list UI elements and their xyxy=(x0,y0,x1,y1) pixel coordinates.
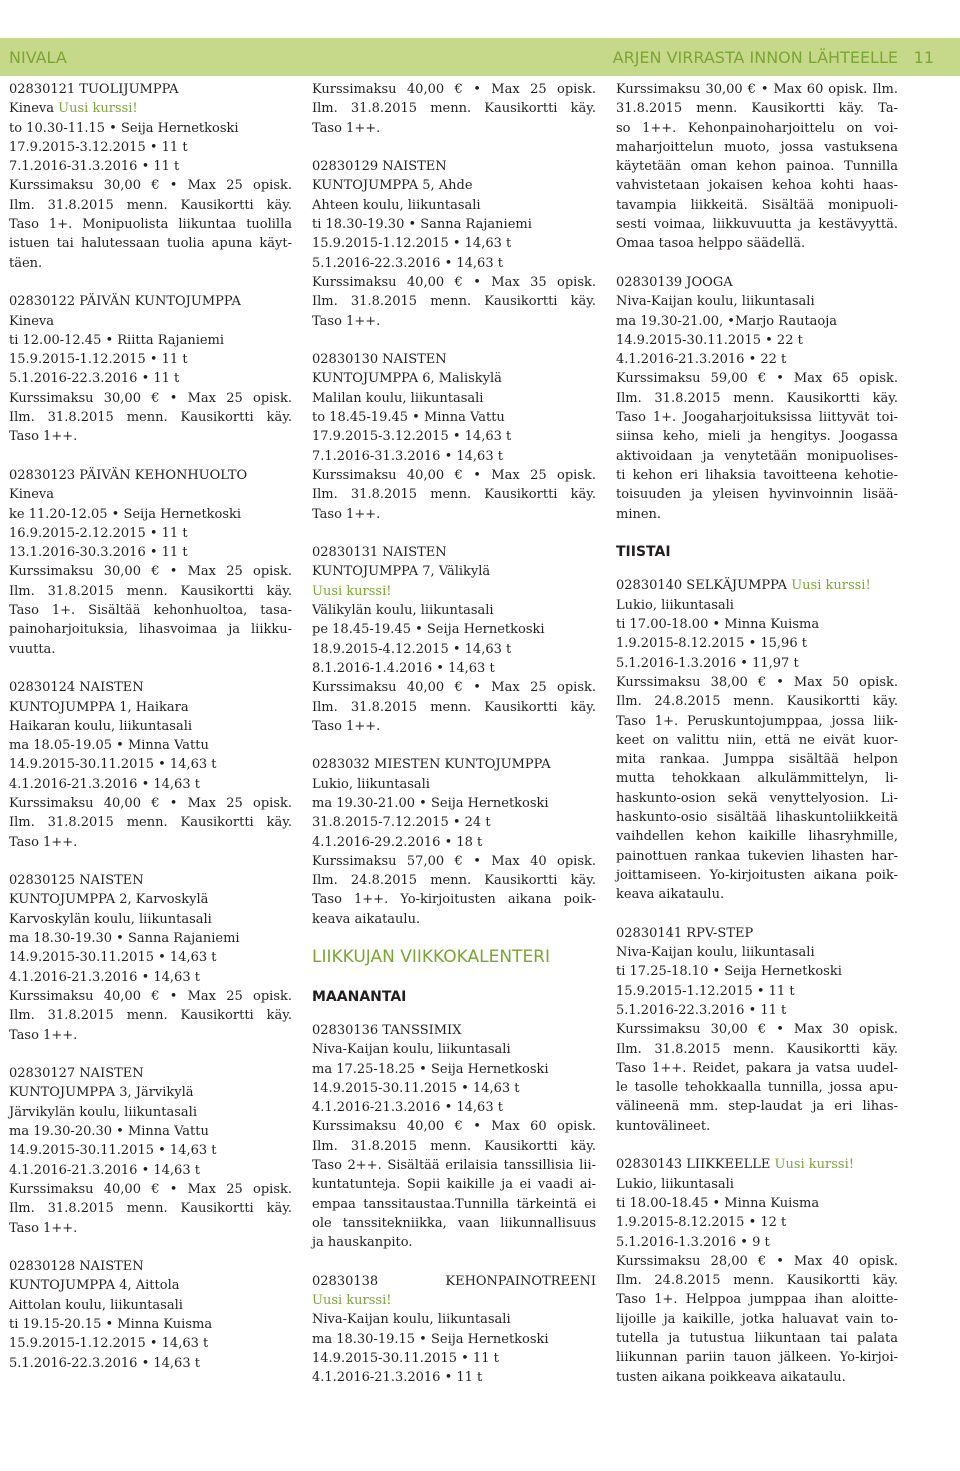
text-line: ma 19.30-20.30 • Minna Vattu xyxy=(9,1124,209,1140)
text-line: 4.1.2016-21.3.2016 • 11 t xyxy=(312,1370,483,1386)
text-line: ti 18.30-19.30 • Sanna Rajaniemi xyxy=(312,217,532,233)
header-right: ARJEN VIRRASTA INNON LÄHTEELLE xyxy=(612,48,898,67)
text-line: 8.1.2016-1.4.2016 • 14,63 t xyxy=(312,660,495,676)
text-line: 02830143 LIIKKEELLE Uusi kurssi! xyxy=(616,1157,854,1173)
text-line: Taso 1++. xyxy=(312,313,381,329)
text-line: to 18.45-19.45 • Minna Vattu xyxy=(312,410,505,426)
course-entry xyxy=(312,543,596,736)
text-line: painoharjoituksia, lihasvoimaa ja liikku- xyxy=(9,622,292,638)
text-line: Järvikylän koulu, liikuntasali xyxy=(9,1104,197,1120)
text-line: Lukio, liikuntasali xyxy=(312,776,430,792)
text-line: 1.9.2015-8.12.2015 • 15,96 t xyxy=(616,636,807,652)
header-left: NIVALA xyxy=(9,48,67,67)
text-line: mutta tehokkaan alkulämmittelyn, li- xyxy=(616,771,898,787)
text-line: siinsa keho, mieli ja hengitys. Joogassa xyxy=(616,429,898,445)
text-line: Lukio, liikuntasali xyxy=(616,597,734,613)
column-2 xyxy=(312,80,596,1407)
column-3 xyxy=(616,80,898,1406)
text-line: so 1++. Kehonpainoharjoittelu on voi- xyxy=(616,120,898,136)
course-entry xyxy=(9,1257,292,1373)
new-course-label: Uusi kurssi! xyxy=(312,583,392,599)
text-line: 02830127 NAISTEN xyxy=(9,1066,144,1082)
text-line: tavampia liikkeitä. Sisältää monipuoli- xyxy=(616,197,898,213)
text-line: liikunnan pariin tauon jälkeen. Yo-kirjoi- xyxy=(616,1350,898,1366)
text-line: Haikaran koulu, liikuntasali xyxy=(9,718,193,734)
new-course-label: Uusi kurssi! xyxy=(774,1157,854,1173)
text-line: vahvistetaan jokaisen kehoa kohti haas- xyxy=(616,178,898,194)
text-line: Kurssimaksu 30,00 € • Max 25 opisk. xyxy=(9,564,292,580)
text-line: Taso 1++. xyxy=(9,429,78,445)
text-line: Ilm. 24.8.2015 menn. Kausikortti käy. xyxy=(312,873,596,889)
text-line: 14.9.2015-30.11.2015 • 14,63 t xyxy=(312,1080,520,1096)
text-line: Taso 1++. xyxy=(9,834,78,850)
text-line: 4.1.2016-21.3.2016 • 14,63 t xyxy=(312,1100,503,1116)
text-line: 15.9.2015-1.12.2015 • 11 t xyxy=(616,983,795,999)
text-line: vaihdellen kehon kaikille lihasryhmille, xyxy=(616,829,898,845)
text-line: Taso 1++. xyxy=(312,718,381,734)
text-line: 15.9.2015-1.12.2015 • 11 t xyxy=(9,352,188,368)
text-line: Kurssimaksu 30,00 € • Max 25 opisk. xyxy=(9,178,292,194)
text-line: Niva-Kaijan koulu, liikuntasali xyxy=(312,1042,511,1058)
text-line: KUNTOJUMPPA 6, Maliskylä xyxy=(312,371,502,387)
text-line: Ilm. 31.8.2015 menn. Kausikortti käy. xyxy=(9,815,292,831)
section-heading: LIIKKUJAN VIIKKOKALENTERI xyxy=(312,947,551,968)
text-line: 14.9.2015-30.11.2015 • 22 t xyxy=(616,332,803,348)
text-line: Ilm. 31.8.2015 menn. Kausikortti käy. xyxy=(312,101,596,117)
text-line xyxy=(312,1291,596,1310)
text-line: kuntatunteja. Sopii kaikille ja ei vaadi ai- xyxy=(312,1177,596,1193)
course-entry xyxy=(312,80,596,138)
text-line: 5.1.2016-1.3.2016 • 9 t xyxy=(616,1234,770,1250)
text-line: Niva-Kaijan koulu, liikuntasali xyxy=(312,1312,511,1328)
text-line: ja hauskanpito. xyxy=(312,1235,413,1251)
text-line: Ilm. 31.8.2015 menn. Kausikortti käy. xyxy=(9,197,292,213)
text-line: painottuen rankaa tukevien lihasten har- xyxy=(616,848,898,864)
text-line: Ilm. 31.8.2015 menn. Kausikortti käy. xyxy=(312,699,596,715)
text-line: ma 18.30-19.15 • Seija Hernetkoski xyxy=(312,1331,549,1347)
text-line: Taso 1++. xyxy=(312,506,381,522)
course-entry xyxy=(9,292,292,446)
course-entry xyxy=(9,466,292,659)
text-line: Taso 1++. Yo-kirjoitusten aikana poik- xyxy=(312,892,596,908)
text-line: 4.1.2016-21.3.2016 • 14,63 t xyxy=(9,1162,200,1178)
text-line: Ilm. 31.8.2015 menn. Kausikortti käy. xyxy=(312,487,596,503)
text-line: ma 19.30-21.00, •Marjo Rautaoja xyxy=(616,313,838,329)
text-line: 31.8.2015-7.12.2015 • 24 t xyxy=(312,815,491,831)
course-entry xyxy=(312,1021,596,1253)
course-entry xyxy=(616,576,898,904)
text-line: ole tanssitekniikka, vaan liikunnallisuus xyxy=(312,1215,596,1231)
text-line: Kurssimaksu 38,00 € • Max 50 opisk. xyxy=(616,674,898,690)
text-line: Kineva xyxy=(9,487,55,503)
text-line: 02830130 NAISTEN xyxy=(312,352,447,368)
text-line: 14.9.2015-30.11.2015 • 11 t xyxy=(312,1351,499,1366)
text-line: le tasolle tehokkaalla tunnilla, jossa apu- xyxy=(616,1080,898,1096)
text-line: Niva-Kaijan koulu, liikuntasali xyxy=(616,945,815,961)
text-line: Omaa tasoa helppo säädellä. xyxy=(616,236,806,252)
text-line: Ilm. 24.8.2015 menn. Kausikortti käy. xyxy=(616,694,898,710)
text-line: 5.1.2016-22.3.2016 • 14,63 t xyxy=(312,255,503,271)
text-line: KUNTOJUMPPA 2, Karvoskylä xyxy=(9,892,209,908)
text-line: Taso 1++. xyxy=(9,1027,78,1043)
text-line: Taso 1+. Monipuolista liikuntaa tuolilla xyxy=(9,217,292,233)
text-line: Kurssimaksu 40,00 € • Max 25 opisk. xyxy=(312,82,596,97)
text-line: Taso 1++. xyxy=(9,1220,78,1236)
course-entry xyxy=(616,924,898,1136)
course-entry xyxy=(9,678,292,852)
text-line: 02830123 PÄIVÄN KEHONHUOLTO xyxy=(9,467,248,483)
course-entry xyxy=(616,80,898,254)
text-line: Karvoskylän koulu, liikuntasali xyxy=(9,911,212,927)
course-entry xyxy=(9,1064,292,1238)
text-line: toisuuden ja yleisen hyvinvoinnin lisää- xyxy=(616,487,898,503)
new-course-label: Uusi kurssi! xyxy=(58,101,138,117)
text-line: 18.9.2015-4.12.2015 • 14,63 t xyxy=(312,641,512,657)
text-line: to 10.30-11.15 • Seija Hernetkoski xyxy=(9,120,239,136)
text-line: 02830121 TUOLIJUMPPA xyxy=(9,82,179,97)
text-line: Ilm. 31.8.2015 menn. Kausikortti käy. xyxy=(616,390,898,406)
text-line: Kurssimaksu 40,00 € • Max 25 opisk. xyxy=(9,795,292,811)
text-line: sesti voimaa, liikkuvuutta ja kestävyyttä. xyxy=(616,217,898,233)
text-line: Taso 1+. Helppoa jumppaa ihan aloitte- xyxy=(616,1292,898,1308)
text-line: 4.1.2016-21.3.2016 • 22 t xyxy=(616,352,787,368)
text-line: 13.1.2016-30.3.2016 • 11 t xyxy=(9,545,188,561)
text-line: Ahteen koulu, liikuntasali xyxy=(312,197,481,213)
text-line: lijoille ja kaikille, jotka haluavat vain to- xyxy=(616,1311,898,1327)
text-line: 02830128 NAISTEN xyxy=(9,1259,144,1275)
text-line: 14.9.2015-30.11.2015 • 14,63 t xyxy=(9,950,217,966)
text-line: Kurssimaksu 30,00 € • Max 25 opisk. xyxy=(9,390,292,406)
text-line: ti 18.00-18.45 • Minna Kuisma xyxy=(616,1195,820,1211)
text-line: Kurssimaksu 57,00 € • Max 40 opisk. xyxy=(312,853,596,869)
text-line: tutella ja tutustua liikuntaan tai palata xyxy=(616,1331,898,1346)
text-line: KUNTOJUMPPA 1, Haikara xyxy=(9,699,189,715)
text-line: Malilan koulu, liikuntasali xyxy=(312,390,484,406)
text-line: 14.9.2015-30.11.2015 • 14,63 t xyxy=(9,1143,217,1159)
text-line: Aittolan koulu, liikuntasali xyxy=(9,1297,183,1313)
text-line: 02830125 NAISTEN xyxy=(9,873,144,889)
text-line: Ilm. 31.8.2015 menn. Kausikortti käy. xyxy=(9,1201,292,1217)
course-entry xyxy=(616,1155,898,1387)
text-line: Kineva xyxy=(9,313,55,329)
course-entry xyxy=(312,350,596,524)
text-line: Ilm. 31.8.2015 menn. Kausikortti käy. xyxy=(9,583,292,599)
text-line: 0283032 MIESTEN KUNTOJUMPPA xyxy=(312,757,551,773)
text-line: KUNTOJUMPPA 4, Aittola xyxy=(9,1278,180,1294)
text-line: 7.1.2016-31.3.2016 • 14,63 t xyxy=(312,448,503,464)
text-line: 16.9.2015-2.12.2015 • 11 t xyxy=(9,525,188,541)
text-line: 4.1.2016-21.3.2016 • 14,63 t xyxy=(9,776,200,792)
text-line: 1.9.2015-8.12.2015 • 12 t xyxy=(616,1215,787,1231)
text-line: 5.1.2016-22.3.2016 • 14,63 t xyxy=(9,1355,200,1371)
text-line: 02830136 TANSSIMIX xyxy=(312,1022,462,1038)
text-line: pe 18.45-19.45 • Seija Hernetkoski xyxy=(312,622,545,638)
text-line: empaa tanssitaustaa.Tunnilla tärkeintä ei xyxy=(312,1196,596,1212)
text-line: kuntovälineet. xyxy=(616,1118,711,1134)
text-line: 02830122 PÄIVÄN KUNTOJUMPPA xyxy=(9,294,241,310)
text-line: käytetään oman kehon painoa. Tunnilla xyxy=(616,159,898,175)
new-course-label: Uusi kurssi! xyxy=(791,578,871,594)
text-line: 15.9.2015-1.12.2015 • 14,63 t xyxy=(312,236,512,252)
course-entry xyxy=(9,80,292,273)
text-line: Taso 1++. xyxy=(312,120,381,136)
text-line: täen. xyxy=(9,255,43,271)
course-entry xyxy=(312,1272,596,1388)
text-line: minen. xyxy=(616,506,662,522)
text-line: 17.9.2015-3.12.2015 • 14,63 t xyxy=(312,429,512,445)
text-line: maharjoittelun muoto, jossa vastuksena xyxy=(616,139,898,155)
text-line: 15.9.2015-1.12.2015 • 14,63 t xyxy=(9,1336,209,1352)
text-line: haskunto-osion sekä venyttelyosion. Li- xyxy=(616,790,898,806)
text-line: ma 19.30-21.00 • Seija Hernetkoski xyxy=(312,795,549,811)
text-line: 02830131 NAISTEN xyxy=(312,545,447,561)
text-line: Niva-Kaijan koulu, liikuntasali xyxy=(616,294,815,310)
text-line: 4.1.2016-21.3.2016 • 14,63 t xyxy=(9,969,200,985)
course-entry xyxy=(616,273,898,524)
text-line: Kurssimaksu 30,00 € • Max 60 opisk. Ilm. xyxy=(616,82,898,97)
text-line: ma 18.05-19.05 • Minna Vattu xyxy=(9,738,209,754)
text-line: vuutta. xyxy=(9,641,56,657)
text-line: välineenä mm. step-laudat ja eri lihas- xyxy=(616,1099,898,1115)
text-line: Kineva Uusi kurssi! xyxy=(9,101,138,117)
text-line: 5.1.2016-22.3.2016 • 11 t xyxy=(9,371,180,387)
text-line: Kurssimaksu 59,00 € • Max 65 opisk. xyxy=(616,371,898,387)
text-line: ti 17.00-18.00 • Minna Kuisma xyxy=(616,617,820,633)
text-line: 31.8.2015 menn. Kausikortti käy. Ta- xyxy=(616,101,898,117)
text-line: Kurssimaksu 28,00 € • Max 40 opisk. xyxy=(616,1253,898,1269)
text-line: 17.9.2015-3.12.2015 • 11 t xyxy=(9,139,188,155)
text-line: keet on valittu niin, että ne eivät kuor- xyxy=(616,732,898,748)
day-heading: TIISTAI xyxy=(616,544,671,561)
text-line: ti 17.25-18.10 • Seija Hernetkoski xyxy=(616,964,842,980)
text-line: KUNTOJUMPPA 5, Ahde xyxy=(312,178,473,194)
text-line: Taso 2++. Sisältää erilaisia tanssillisia lii- xyxy=(312,1158,596,1174)
text-line: Ilm. 31.8.2015 menn. Kausikortti käy. xyxy=(616,1041,898,1057)
text-line: mita rankaa. Jumppa sisältää helpon xyxy=(616,752,898,768)
text-line: haskunto-osio sisältää lihaskuntoliikkeitä xyxy=(616,809,898,825)
text-line: keava aikataulu. xyxy=(312,911,421,927)
text-line: 7.1.2016-31.3.2016 • 11 t xyxy=(9,159,180,175)
text-line xyxy=(312,582,596,601)
text-line: Kurssimaksu 40,00 € • Max 25 opisk. xyxy=(9,1181,292,1197)
text-line: Ilm. 31.8.2015 menn. Kausikortti käy. xyxy=(312,294,596,310)
text-line: ma 18.30-19.30 • Sanna Rajaniemi xyxy=(9,931,240,947)
text-line: aktivoidaan ja venytetään monipuolises- xyxy=(616,448,898,464)
text-line: 14.9.2015-30.11.2015 • 14,63 t xyxy=(9,757,217,773)
text-line: ti kehon eri lihaksia tavoitteena kehotie- xyxy=(616,467,898,483)
text-line: Kurssimaksu 40,00 € • Max 60 opisk. xyxy=(312,1119,596,1135)
text-line: Taso 1+. Joogaharjoituksissa liittyvät toi- xyxy=(616,410,898,426)
text-line: joittamiseen. Yo-kirjoitusten aikana poik- xyxy=(616,867,898,883)
text-line: Lukio, liikuntasali xyxy=(616,1176,734,1192)
day-heading: MAANANTAI xyxy=(312,988,407,1005)
text-line: 02830138 KEHONPAINOTREENI xyxy=(312,1273,596,1289)
new-course-label: Uusi kurssi! xyxy=(312,1293,392,1309)
text-line: ma 17.25-18.25 • Seija Hernetkoski xyxy=(312,1061,549,1077)
text-line: keava aikataulu. xyxy=(616,887,725,903)
text-line: 02830129 NAISTEN xyxy=(312,159,447,175)
text-line: Kurssimaksu 40,00 € • Max 25 opisk. xyxy=(312,467,596,483)
column-1 xyxy=(9,80,292,1392)
text-line: KUNTOJUMPPA 3, Järvikylä xyxy=(9,1085,194,1101)
text-line: Ilm. 24.8.2015 menn. Kausikortti käy. xyxy=(616,1273,898,1289)
text-line: 4.1.2016-29.2.2016 • 18 t xyxy=(312,834,483,850)
text-line: 5.1.2016-1.3.2016 • 11,97 t xyxy=(616,655,799,671)
course-entry xyxy=(9,871,292,1045)
text-line: 02830141 RPV-STEP xyxy=(616,925,754,941)
text-line: tusten aikana poikkeava aikataulu. xyxy=(616,1369,846,1385)
text-line: Ilm. 31.8.2015 menn. Kausikortti käy. xyxy=(312,1138,596,1154)
text-line: Kurssimaksu 30,00 € • Max 30 opisk. xyxy=(616,1022,898,1038)
course-entry xyxy=(312,157,596,331)
course-entry xyxy=(312,755,596,929)
page-number: 11 xyxy=(913,48,934,67)
text-line: Taso 1++. Reidet, pakara ja vatsa uudel- xyxy=(616,1060,898,1076)
text-line: ke 11.20-12.05 • Seija Hernetkoski xyxy=(9,506,242,522)
text-line: 02830140 SELKÄJUMPPA Uusi kurssi! xyxy=(616,578,871,594)
text-line: Taso 1+. Peruskuntojumppaa, jossa liik- xyxy=(616,713,898,729)
text-line: istuen tai halutessaan tuolia apuna käyt- xyxy=(9,236,292,252)
text-line: 5.1.2016-22.3.2016 • 11 t xyxy=(616,1002,787,1018)
text-line: Kurssimaksu 40,00 € • Max 35 opisk. xyxy=(312,274,596,290)
text-line: ti 12.00-12.45 • Riitta Rajaniemi xyxy=(9,332,225,348)
text-line: Taso 1+. Sisältää kehonhuoltoa, tasa- xyxy=(9,603,292,619)
text-line: Ilm. 31.8.2015 menn. Kausikortti käy. xyxy=(9,410,292,426)
text-line: Kurssimaksu 40,00 € • Max 25 opisk. xyxy=(9,988,292,1004)
text-line: Ilm. 31.8.2015 menn. Kausikortti käy. xyxy=(9,1008,292,1024)
text-line: Kurssimaksu 40,00 € • Max 25 opisk. xyxy=(312,680,596,696)
text-line: KUNTOJUMPPA 7, Välikylä xyxy=(312,564,491,580)
text-line: Välikylän koulu, liikuntasali xyxy=(312,603,494,619)
text-line: ti 19.15-20.15 • Minna Kuisma xyxy=(9,1317,213,1332)
text-line: 02830124 NAISTEN xyxy=(9,680,144,696)
text-line: 02830139 JOOGA xyxy=(616,274,733,290)
